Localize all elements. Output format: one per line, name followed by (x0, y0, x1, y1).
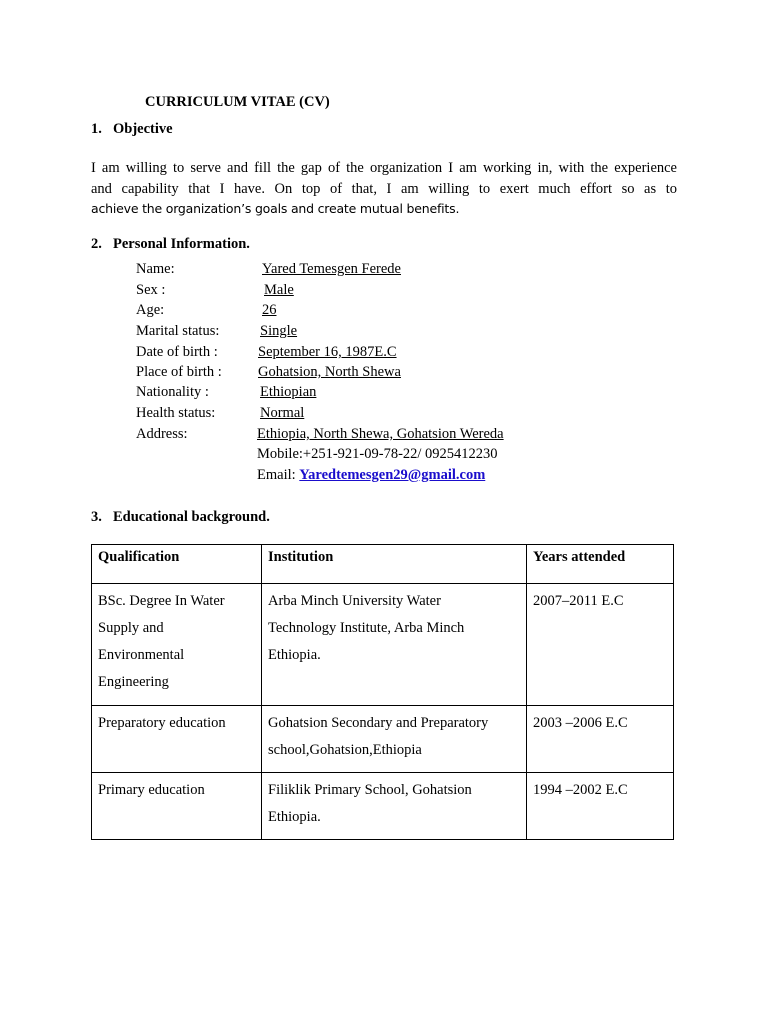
objective-paragraph (91, 158, 677, 220)
column-header-years: Years attended (527, 545, 674, 584)
institution-cell (262, 584, 527, 706)
info-label: Date of birth : (136, 344, 218, 360)
cell-line: Ethiopia. (268, 647, 321, 663)
qualification-cell (92, 773, 262, 840)
institution-cell (262, 773, 527, 840)
info-label: Nationality : (136, 384, 209, 400)
info-value: Yared Temesgen Ferede (262, 261, 401, 277)
objective-heading (91, 121, 173, 138)
email-line (257, 467, 485, 484)
cell-line: 2003 –2006 E.C (533, 715, 628, 731)
section-number: 3. (91, 509, 102, 525)
institution-cell (262, 706, 527, 773)
email-label: Email: (257, 467, 300, 483)
personal-info-heading (91, 236, 250, 253)
cell-line: Environmental (98, 647, 185, 663)
info-label: Marital status: (136, 323, 220, 339)
info-value: September 16, 1987E.C (258, 344, 397, 360)
section-number: 1. (91, 121, 102, 137)
education-heading (91, 509, 270, 526)
table-row (92, 773, 674, 840)
column-header-institution: Institution (262, 545, 527, 584)
column-header-qualification: Qualification (92, 545, 262, 584)
cell-line: 2007–2011 E.C (533, 593, 624, 609)
section-number: 2. (91, 236, 102, 252)
years-cell (527, 706, 674, 773)
cell-line: Preparatory education (98, 715, 226, 731)
cell-line: Ethiopia. (268, 809, 321, 825)
objective-line: achieve the organization’s goals and create mutual benefits. (91, 201, 460, 216)
cell-line: Supply and (98, 620, 164, 636)
cell-line: Engineering (98, 674, 169, 690)
info-value: Single (260, 323, 298, 339)
info-label: Address: (136, 426, 188, 442)
info-label: Place of birth : (136, 364, 222, 380)
section-title: Educational background. (113, 509, 270, 525)
objective-line: I am willing to serve and fill the gap of the organization I am working in, with the experience (91, 160, 677, 176)
page-title: CURRICULUM VITAE (CV) (145, 94, 330, 110)
table-header-row (92, 545, 674, 584)
info-value: Gohatsion, North Shewa (258, 364, 401, 380)
cell-line: school,Gohatsion,Ethiopia (268, 742, 422, 758)
info-label: Age: (136, 302, 165, 318)
cell-line: 1994 –2002 E.C (533, 782, 628, 798)
info-value: 26 (262, 302, 277, 318)
cell-line: Filiklik Primary School, Gohatsion (268, 782, 472, 798)
years-cell (527, 773, 674, 840)
table-row (92, 706, 674, 773)
email-link[interactable]: Yaredtemesgen29@gmail.com (299, 467, 486, 483)
years-cell (527, 584, 674, 706)
cell-line: Arba Minch University Water (268, 593, 441, 609)
info-label: Name: (136, 261, 175, 277)
cell-line: Gohatsion Secondary and Preparatory (268, 715, 489, 731)
cell-line: BSc. Degree In Water (98, 593, 225, 609)
section-title: Objective (113, 121, 173, 137)
section-title: Personal Information. (113, 236, 250, 252)
table-row (92, 584, 674, 706)
info-value: Ethiopian (260, 384, 317, 400)
cell-line: Technology Institute, Arba Minch (268, 620, 465, 636)
education-table (91, 544, 674, 840)
mobile-line: Mobile:+251-921-09-78-22/ 0925412230 (257, 446, 498, 462)
info-label: Health status: (136, 405, 216, 421)
qualification-cell (92, 706, 262, 773)
info-value: Normal (260, 405, 305, 421)
info-label: Sex : (136, 282, 166, 298)
cell-line: Primary education (98, 782, 205, 798)
info-value: Ethiopia, North Shewa, Gohatsion Wereda (257, 426, 504, 442)
objective-line: and capability that I have. On top of that, I am willing to exert much effort so as to (91, 180, 677, 197)
info-value: Male (264, 282, 294, 298)
qualification-cell (92, 584, 262, 706)
